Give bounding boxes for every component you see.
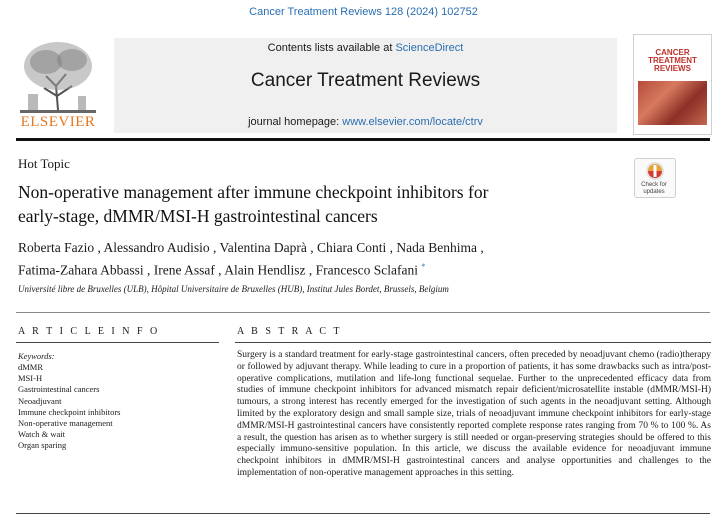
authors-line-1: Roberta Fazio , Alessandro Audisio , Valentina Daprà , Chiara Conti , Nada Benhima , [18,240,484,255]
homepage-line [114,116,617,128]
keyword-item[interactable]: Gastrointestinal cancers [18,384,100,395]
affiliation-divider [16,312,710,313]
article-info-heading: A R T I C L E I N F O [18,326,160,337]
publisher-name: ELSEVIER [20,114,96,130]
sciencedirect-link[interactable]: ScienceDirect [395,42,464,54]
header-divider [16,138,710,141]
cover-image [638,81,707,125]
crossmark-icon [635,159,675,183]
authors-line-2: Fatima-Zahara Abbassi , Irene Assaf , Alain Hendlisz , Francesco Sclafani * [18,262,426,278]
journal-citation[interactable]: Cancer Treatment Reviews 128 (2024) 102752 [249,6,478,18]
abstract-heading: A B S T R A C T [237,326,343,337]
abstract-text: Surgery is a standard treatment for early-stage gastrointestinal cancers, often preceded by neoadjuvant chemo (radio)therapy or followed by adjuvant therapy. While leading to cure in a proportion of patients, it has some drawbacks such as intra/post-operative complications, mutilation and life-long functional sequelae. Further to the unprecedented efficacy data from studies of immune checkpoint inhibitors for advanced mismatch repair deficient/microsatellite instable (dMMR/MSI-H) tumours, a strong interest has recently emerged for the investigation of such agents in the neoadjuvant setting. Although limited by the exploratory design and small sample size, trials of neoadjuvant immune checkpoint inhibitors for early-stage dMMR/MSI-H gastrointestinal cancers have consistently reported complete response rates ranging from 70 % to 100 %. As a result, the question has arisen as to whether surgery is still needed or organ-preserving strategies should be offered to this especially immuno-sensitive population. In this article, we discuss the available evidence for neoadjuvant immune checkpoint inhibitors in dMMR/MSI-H gastrointestinal cancers and analyse opportunities and challenges to the implementation of non-operative management approaches in this setting. [237,350,711,478]
corresponding-author-mark[interactable]: * [421,262,426,271]
article-info-divider [16,342,219,343]
keyword-list [18,362,120,452]
journal-title: Cancer Treatment Reviews [250,70,481,91]
affiliation: Université libre de Bruxelles (ULB), Hôpital Universitaire de Bruxelles (HUB), Institut Jules Bordet, Brussels, Belgium [18,284,449,294]
crossmark-label: Check for updates [641,182,667,195]
journal-homepage-link[interactable]: www.elsevier.com/locate/ctrv [342,116,483,128]
contents-line [114,42,617,54]
abstract-bottom-divider [16,513,710,514]
journal-cover-thumbnail[interactable] [633,34,712,135]
article-title: Non-operative management after immune checkpoint inhibitors for early-stage, dMMR/MSI-H gastrointestinal cancers [18,182,489,226]
keyword-item[interactable]: Immune checkpoint inhibitors [18,406,121,417]
keyword-item[interactable]: MSI-H [18,373,43,384]
author-list [18,238,598,280]
homepage-prefix: journal homepage: [248,116,343,128]
keyword-item[interactable]: Watch & wait [18,429,65,440]
keywords-label: Keywords: [18,351,55,361]
keyword-item[interactable]: Neoadjuvant [18,395,62,406]
keyword-item[interactable]: dMMR [18,362,44,372]
article-category: Hot Topic [18,156,70,171]
keyword-item[interactable]: Organ sparing [18,440,67,451]
cover-title: CANCER TREATMENT REVIEWS [648,48,697,73]
contents-prefix: Contents lists available at [267,42,396,54]
abstract-divider [235,342,711,343]
keyword-item[interactable]: Non-operative management [18,418,113,429]
